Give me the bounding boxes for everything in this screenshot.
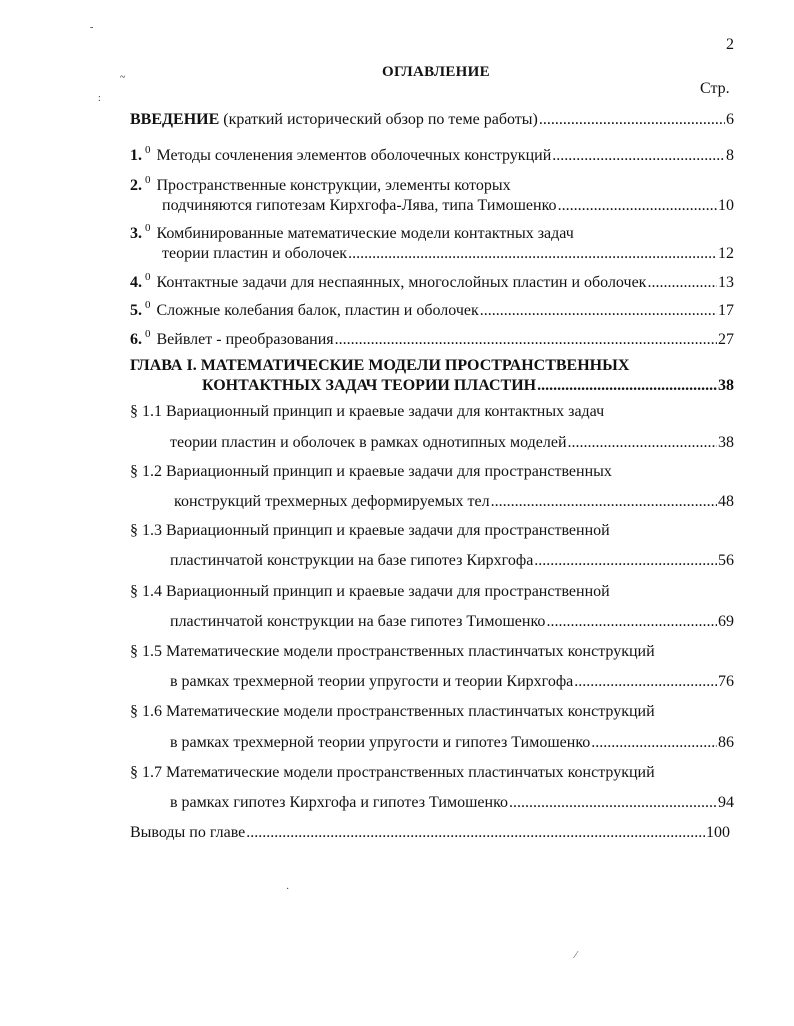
paragraph-title: § 1.3 Вариационный принцип и краевые задачи для пространственной: [130, 522, 610, 539]
leader-dots: [568, 434, 718, 452]
toc-entry-section: [130, 299, 734, 320]
conclusions-title: Выводы по главе: [130, 824, 246, 841]
page-ref: 100: [706, 824, 730, 841]
section-title: Сложные колебания балок, пластин и оболочек: [156, 302, 479, 319]
paragraph-title-line2: в рамках гипотез Кирхгофа и гипотез Тимошенко: [170, 794, 509, 811]
chapter-title: ГЛАВА I. МАТЕМАТИЧЕСКИЕ МОДЕЛИ ПРОСТРАНСТВЕННЫХ: [130, 357, 630, 374]
toc-entry-intro: [130, 111, 734, 129]
page-ref: 12: [718, 245, 734, 262]
paragraph-title: § 1.6 Математические модели пространственных пластинчатых конструкций: [130, 703, 655, 720]
section-number: 5.: [130, 302, 142, 319]
section-title-line2: подчиняются гипотезам Кирхгофа-Лява, типа Тимошенко: [162, 197, 557, 214]
toc-entry-section: [130, 222, 574, 243]
paragraph-title-line2: в рамках трехмерной теории упругости и теории Кирхгофа: [170, 673, 574, 690]
leader-dots: [591, 734, 717, 752]
toc-entry-section: [130, 328, 734, 349]
paragraph-title-line2: пластинчатой конструкции на базе гипотез Кирхгофа: [170, 552, 534, 569]
page-ref: 56: [718, 552, 734, 569]
section-title-line2: теории пластин и оболочек: [162, 245, 348, 262]
leader-dots: [348, 245, 717, 263]
section-degree: 0: [145, 299, 151, 311]
section-degree: 0: [145, 271, 151, 283]
toc-entry-paragraph: [170, 734, 734, 752]
scan-speck: ~: [120, 72, 126, 83]
toc-entry-section: [130, 174, 511, 195]
page-ref: 69: [718, 613, 734, 630]
leader-dots: [539, 111, 725, 129]
page-title: ОГЛАВЛЕНИЕ: [382, 64, 490, 80]
scan-speck: :: [98, 93, 101, 104]
leader-dots: [509, 794, 717, 812]
leader-dots: [491, 493, 717, 511]
page-ref: 38: [718, 434, 734, 451]
paragraph-title: § 1.4 Вариационный принцип и краевые задачи для пространственной: [130, 583, 610, 600]
paragraph-title-line2: конструкций трехмерных деформируемых тел: [174, 493, 490, 510]
page-ref: 13: [718, 274, 734, 291]
paragraph-title-line2: в рамках трехмерной теории упругости и гипотез Тимошенко: [170, 734, 591, 751]
section-degree: 0: [145, 222, 151, 234]
leader-dots: [534, 552, 717, 570]
toc-entry-paragraph: [170, 434, 734, 452]
section-title: Методы сочленения элементов оболочечных конструкций: [156, 147, 552, 164]
paragraph-title: § 1.1 Вариационный принцип и краевые задачи для контактных задач: [130, 403, 605, 420]
intro-label: ВВЕДЕНИЕ: [130, 111, 220, 128]
leader-dots: [546, 613, 717, 631]
chapter-title-line2: КОНТАКТНЫХ ЗАДАЧ ТЕОРИИ ПЛАСТИН: [202, 377, 537, 394]
page-ref: 27: [718, 331, 734, 348]
section-title: Комбинированные математические модели контактных задач: [156, 225, 574, 242]
leader-dots: [246, 824, 705, 842]
section-number: 2.: [130, 177, 142, 194]
page-ref: 86: [718, 734, 734, 751]
scan-speck: ⁄: [575, 950, 577, 961]
paragraph-title: § 1.5 Математические модели пространственных пластинчатых конструкций: [130, 643, 655, 660]
paragraph-title: § 1.2 Вариационный принцип и краевые задачи для пространственных: [130, 463, 612, 480]
page-number: 2: [726, 36, 734, 53]
toc-entry-section-continued: [162, 245, 734, 263]
leader-dots: [552, 147, 725, 165]
section-degree: 0: [145, 174, 151, 186]
leader-dots: [537, 377, 717, 395]
paragraph-title-line2: пластинчатой конструкции на базе гипотез Тимошенко: [170, 613, 546, 630]
leader-dots: [480, 302, 717, 320]
intro-text: (краткий исторический обзор по теме работы): [219, 111, 538, 128]
section-number: 6.: [130, 331, 142, 348]
toc-entry-paragraph: [170, 552, 734, 570]
section-number: 3.: [130, 225, 142, 242]
toc-entry-section: [130, 144, 734, 165]
paragraph-title-line2: теории пластин и оболочек в рамках однотипных моделей: [170, 434, 567, 451]
page-ref: 38: [718, 377, 734, 394]
chapter-title-continued: [202, 377, 734, 395]
section-number: 4.: [130, 274, 142, 291]
paragraph-title: § 1.7 Математические модели пространственных пластинчатых конструкций: [130, 764, 655, 781]
page-ref: 76: [718, 673, 734, 690]
leader-dots: [335, 331, 717, 349]
page-ref: 8: [726, 147, 734, 164]
toc-entry-section: [130, 271, 734, 292]
scan-speck: -: [90, 22, 94, 33]
toc-entry-paragraph: [170, 673, 734, 691]
toc-entry-conclusions: [130, 824, 730, 842]
leader-dots: [558, 197, 717, 215]
section-title: Контактные задачи для неспаянных, многослойных пластин и оболочек: [156, 274, 647, 291]
scan-speck: ·: [286, 884, 290, 895]
toc-entry-section-continued: [162, 197, 734, 215]
page-ref: 6: [726, 111, 734, 128]
page-ref: 48: [718, 493, 734, 510]
page-ref: 94: [718, 794, 734, 811]
section-degree: 0: [145, 328, 151, 340]
section-title: Вейвлет - преобразования: [156, 331, 334, 348]
leader-dots: [574, 673, 717, 691]
page-ref: 10: [718, 197, 734, 214]
page-ref: 17: [718, 302, 734, 319]
toc-entry-paragraph: [174, 493, 734, 511]
page-column-header: Стр.: [700, 80, 730, 97]
toc-entry-paragraph: [170, 794, 734, 812]
section-title: Пространственные конструкции, элементы которых: [156, 177, 511, 194]
leader-dots: [647, 274, 717, 292]
section-number: 1.: [130, 147, 142, 164]
section-degree: 0: [145, 144, 151, 156]
toc-entry-paragraph: [170, 613, 734, 631]
